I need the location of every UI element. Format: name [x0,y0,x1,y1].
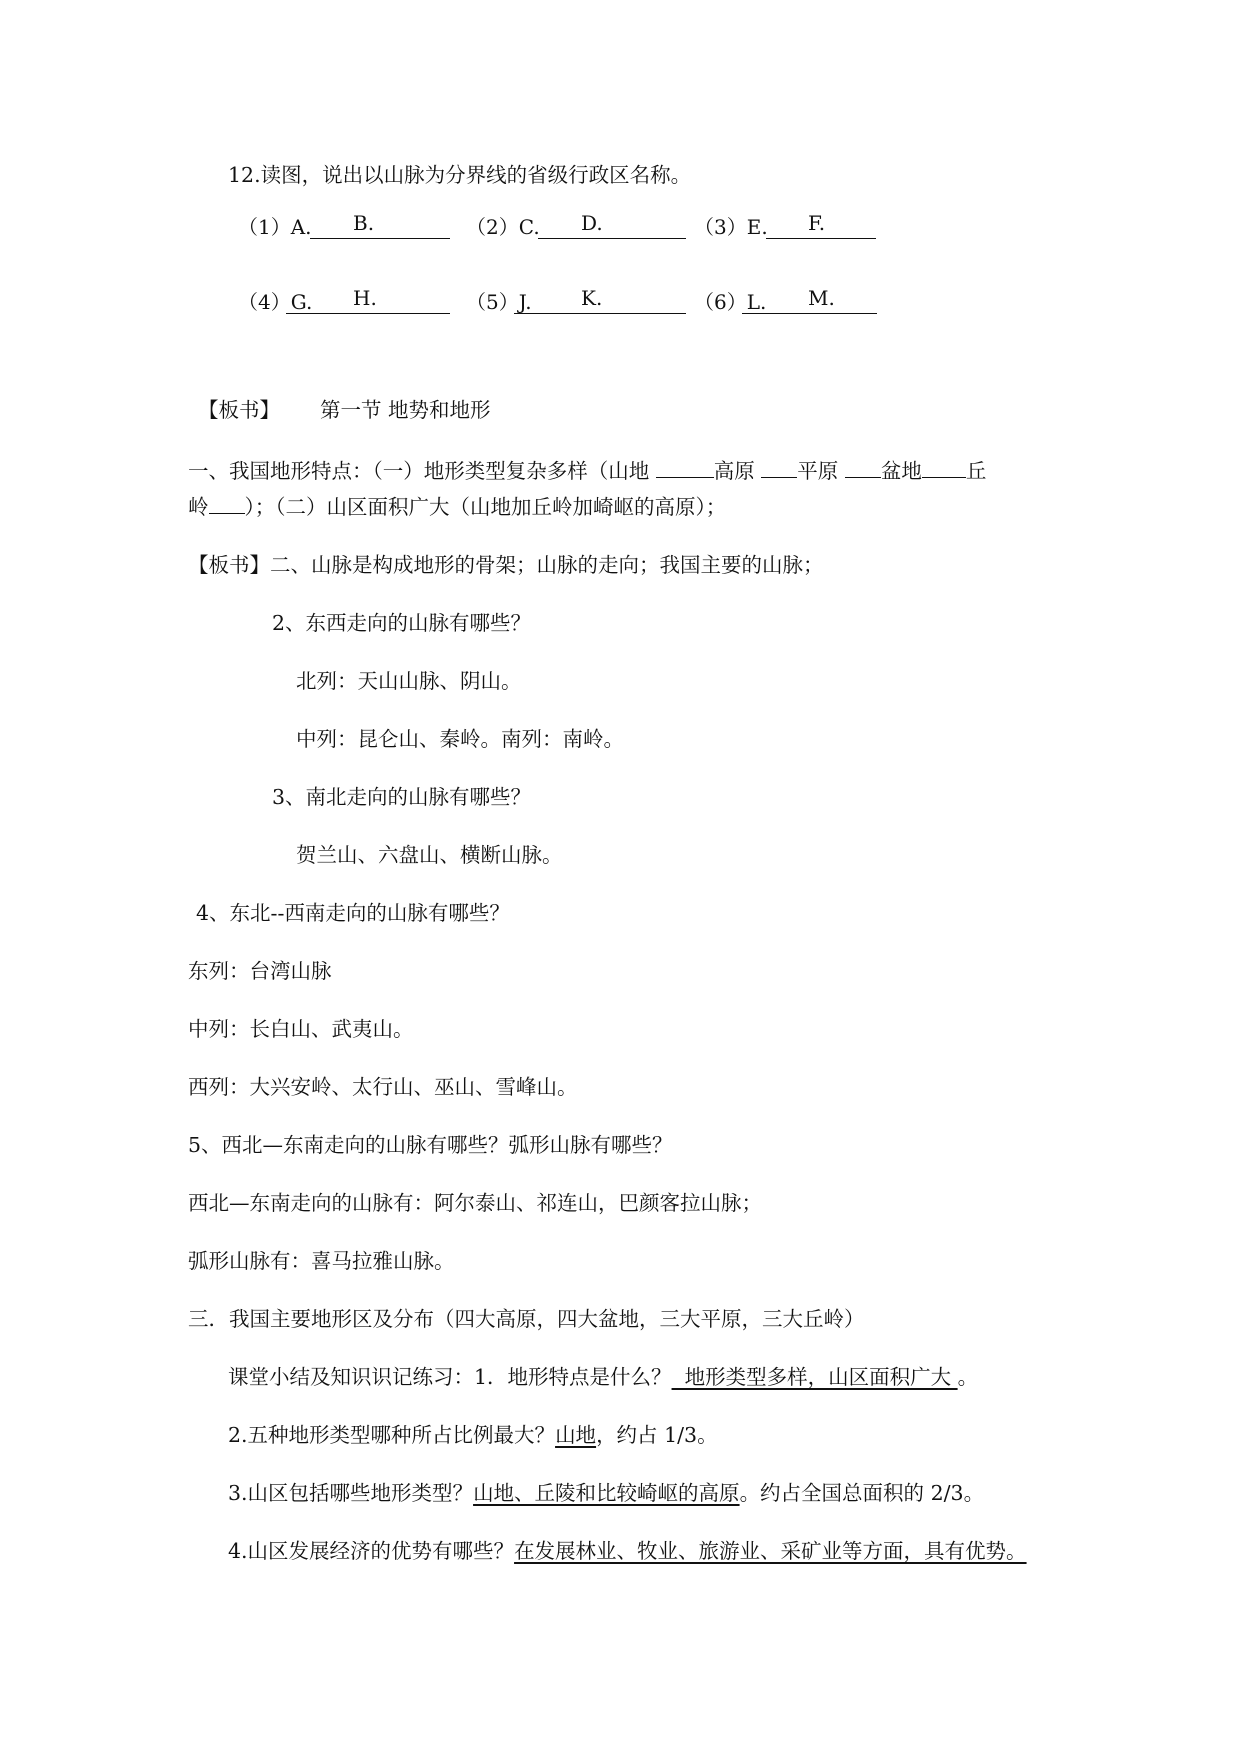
label-h: H. [353,286,377,310]
answer-row-2 [238,286,878,316]
heading-north-south: 3、南北走向的山脉有哪些？ [272,785,532,809]
blank-basin [922,455,966,478]
text-east-row: 东列：台湾山脉 [188,959,332,983]
blank-line [310,238,450,239]
summary-q4: 4.山区发展经济的优势有哪些？在发展林业、牧业、旅游业、采矿业等方面，具有优势。 [228,1539,1027,1563]
text-north-south-ranges: 贺兰山、六盘山、横断山脉。 [296,843,563,867]
answer-row-1 [238,211,878,241]
label-5j: （5）J. [466,290,532,314]
paragraph-mountain-skeleton: 【板书】二、山脉是构成地形的骨架；山脉的走向；我国主要的山脉； [188,553,824,577]
blank-line [742,313,877,314]
paragraph-landform-features: 一、我国地形特点：（一）地形类型复杂多样（山地 高原 平原 盆地 丘 [188,455,986,485]
label-2c: （2）C. [466,215,540,239]
blank-line [514,313,686,314]
text-middle-south-row: 中列：昆仑山、秦岭。南列：南岭。 [296,727,624,751]
answer-4: 在发展林业、牧业、旅游业、采矿业等方面，具有优势。 [514,1539,1027,1563]
summary-q2: 2.五种地形类型哪种所占比例最大？山地，约占 1/3。 [228,1423,718,1447]
summary-q1: 课堂小结及知识识记练习：1．地形特点是什么？ 地形类型多样，山区面积广大 。 [228,1365,979,1389]
label-1a: （1）A. [238,215,312,239]
heading-east-west: 2、东西走向的山脉有哪些？ [272,611,532,635]
board-label: 【板书】 [198,398,280,422]
text-middle-row: 中列：长白山、武夷山。 [188,1017,414,1041]
label-3e: （3）E. [694,215,768,239]
label-f: F. [808,211,826,235]
label-4g: （4）G. [238,290,313,314]
text-arc-ranges: 弧形山脉有：喜马拉雅山脉。 [188,1249,455,1273]
answer-3: 山地、丘陵和比较崎岖的高原 [473,1481,740,1505]
answer-1: 地形类型多样，山区面积广大 [671,1365,958,1389]
label-6l: （6）L. [694,290,767,314]
blank-plateau [761,455,797,478]
blank-line [766,238,876,239]
question-12-title: 12.读图，说出以山脉为分界线的省级行政区名称。 [228,163,692,187]
label-b: B. [353,211,375,235]
label-d: D. [581,211,603,235]
paragraph-landform-features-cont: 岭 ）；（二）山区面积广大（山地加丘岭加崎岖的高原）； [188,491,726,521]
text-west-row: 西列：大兴安岭、太行山、巫山、雪峰山。 [188,1075,578,1099]
label-m: M. [808,286,835,310]
heading-ne-sw: 4、东北--西南走向的山脉有哪些？ [196,901,510,925]
blank-line [538,238,686,239]
blank-hill [209,491,245,514]
blank-plain [845,455,881,478]
text-north-row: 北列：天山山脉、阴山。 [296,669,522,693]
text-nw-se-ranges: 西北—东南走向的山脉有：阿尔泰山、祁连山，巴颜客拉山脉； [188,1191,762,1215]
summary-q3: 3.山区包括哪些地形类型？山地、丘陵和比较崎岖的高原。约占全国总面积的 2/3。 [228,1481,985,1505]
heading-nw-se: 5、西北—东南走向的山脉有哪些？弧形山脉有哪些？ [188,1133,673,1157]
answer-2: 山地 [555,1423,597,1447]
blank-line [286,313,450,314]
section-title: 第一节 地势和地形 [320,398,491,422]
heading-main-regions: 三．我国主要地形区及分布（四大高原，四大盆地，三大平原，三大丘岭） [188,1307,865,1331]
label-k: K. [581,286,603,310]
blank-mountain [656,455,714,478]
